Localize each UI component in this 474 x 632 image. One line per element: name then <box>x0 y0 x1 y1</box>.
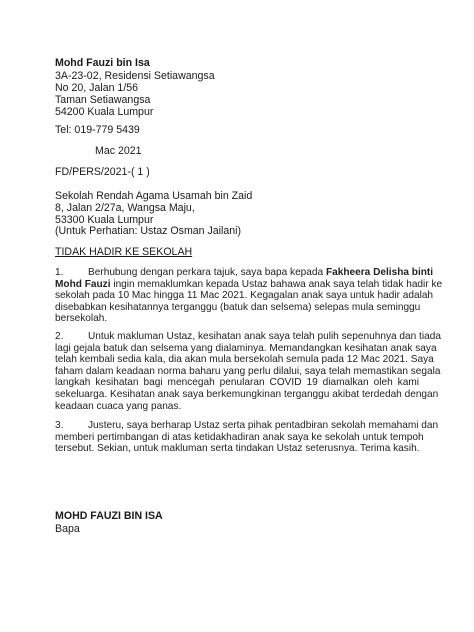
paragraph-line: keadaan cuaca yang panas. <box>55 400 182 412</box>
subject-heading: TIDAK HADIR KE SEKOLAH <box>55 246 193 258</box>
reference-number: FD/PERS/2021-( 1 ) <box>55 166 150 178</box>
paragraph-line: 1. Berhubung dengan perkara tajuk, saya bapa kepada Fakheera Delisha binti <box>55 267 434 278</box>
paragraph-line: Mohd Fauzi ingin memaklumkan kepada Ustaz bahawa anak saya telah tidak hadir ke <box>55 278 443 290</box>
paragraph-number: 2. <box>55 331 64 342</box>
paragraph-line: tersebut. Sekian, untuk makluman serta tindakan Ustaz seterusnya. Terima kasih. <box>55 443 420 455</box>
signature-name: MOHD FAUZI BIN ISA <box>55 510 163 522</box>
paragraph-line: 2. Untuk makluman Ustaz, kesihatan anak saya telah pulih sepenuhnya dan tiada <box>55 331 441 342</box>
paragraph-number: 3. <box>55 420 64 431</box>
paragraph-line: disebabkan kesihatannya terganggu (batuk dan selsema) selepas mula seminggu <box>55 301 421 313</box>
paragraph-line: sekeluarga. Kesihatan anak saya berkemungkinan terganggu akibat terdedah dengan <box>55 388 439 400</box>
paragraph-line: sekolah pada 10 Mac hingga 11 Mac 2021. Kegagalan anak saya untuk hadir adalah <box>55 290 434 302</box>
sender-address-line: No 20, Jalan 1/56 <box>55 82 139 94</box>
paragraph-line: bersekolah. <box>55 313 108 325</box>
recipient-line: 8, Jalan 2/27a, Wangsa Maju, <box>55 202 195 214</box>
student-name: Fakheera Delisha binti <box>325 267 434 278</box>
paragraph-line: faham dalam keadaan norma baharu yang perlu dilalui, saya telah memastikan segala <box>55 365 441 377</box>
student-name: Mohd Fauzi <box>55 278 111 290</box>
sender-name: Mohd Fauzi bin Isa <box>55 57 150 69</box>
recipient-line: (Untuk Perhatian: Ustaz Osman Jailani) <box>55 225 242 237</box>
recipient-line: Sekolah Rendah Agama Usamah bin Zaid <box>55 190 253 202</box>
signature-title: Bapa <box>55 523 80 535</box>
sender-address-line: 54200 Kuala Lumpur <box>55 106 154 118</box>
sender-address-line: Taman Setiawangsa <box>55 94 151 106</box>
paragraph-line: memberi pertimbangan di atas ketidakhadiran anak saya ke sekolah untuk tempoh <box>55 431 424 443</box>
paragraph-2 <box>55 331 441 412</box>
paragraph-line: 3. Justeru, saya berharap Ustaz serta pihak pentadbiran sekolah memahami dan <box>55 420 439 431</box>
recipient-line: 53300 Kuala Lumpur <box>55 214 154 226</box>
paragraph-1 <box>55 267 443 325</box>
paragraph-3 <box>55 420 439 455</box>
paragraph-line: langkah kesihatan bagi mencegah penularan COVID 19 diamalkan oleh kami <box>55 377 419 389</box>
paragraph-line: lagi gejala batuk dan selsema yang dialaminya. Memandangkan kesihatan anak saya <box>55 342 437 354</box>
paragraph-number: 1. <box>55 267 64 278</box>
sender-tel: Tel: 019-779 5439 <box>55 124 140 136</box>
sender-address-line: 3A-23-02, Residensi Setiawangsa <box>55 70 215 82</box>
paragraph-line: telah kembali sedia kala, dia akan mula bersekolah semula pada 12 Mac 2021. Saya <box>55 354 434 366</box>
letter-date: Mac 2021 <box>95 145 142 157</box>
